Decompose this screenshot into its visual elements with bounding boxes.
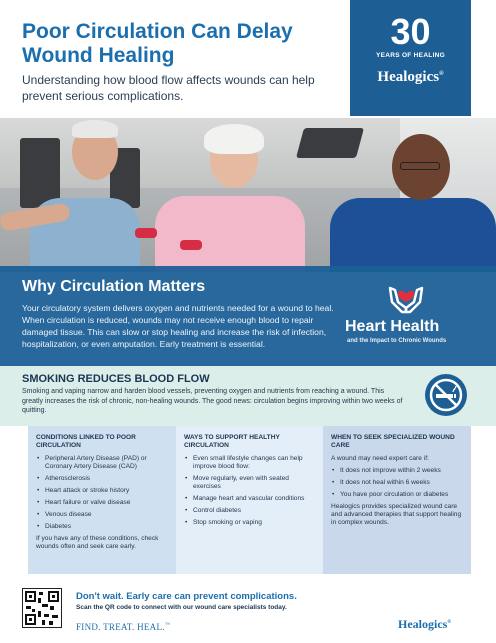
list-item: • Move regularly, even with seated exercises xyxy=(184,475,315,491)
why-body: Your circulatory system delivers oxygen and nutrients needed for a wound to heal. When circulation is reduced, wounds may not receive enough blood to repair damaged tissue. This can slow or stop healing and increase the risk of infection, hospitalization, or even amputation. Early treatment is essential. xyxy=(22,303,334,349)
info-columns xyxy=(28,426,471,574)
conditions-title: CONDITIONS LINKED TO POOR CIRCULATION xyxy=(36,434,136,449)
seek-care-title: WHEN TO SEEK SPECIALIZED WOUND CARE xyxy=(331,434,455,449)
person-center-shirt xyxy=(155,196,305,272)
seek-care-column xyxy=(323,426,471,574)
glasses xyxy=(400,162,440,170)
no-smoking-icon xyxy=(425,374,467,416)
list-item: • Atherosclerosis xyxy=(36,475,168,483)
gym-machine xyxy=(296,128,364,158)
footer-logo xyxy=(398,617,451,632)
smoking-title: SMOKING REDUCES BLOOD FLOW xyxy=(22,373,210,385)
why-title: Why Circulation Matters xyxy=(22,278,206,295)
page-title: Poor Circulation Can Delay Wound Healing xyxy=(22,20,293,67)
tagline-mark: ™ xyxy=(164,623,171,628)
heart-health-title: Heart Health xyxy=(345,318,440,335)
support-title: WAYS TO SUPPORT HEALTHY CIRCULATION xyxy=(184,434,280,449)
list-item: • Diabetes xyxy=(36,523,168,531)
healogics-logo xyxy=(350,69,471,86)
list-item: • Heart failure or valve disease xyxy=(36,499,168,507)
conditions-note: If you have any of these conditions, check wounds often and seek care early. xyxy=(36,535,159,550)
support-list xyxy=(184,455,315,527)
badge-number: 30 xyxy=(390,11,431,52)
list-item: • It does not heal within 6 weeks xyxy=(331,479,463,487)
list-item: • It does not improve within 2 weeks xyxy=(331,467,463,475)
person-center-hair xyxy=(204,124,264,154)
list-item: • Peripheral Artery Disease (PAD) or Coronary Artery Disease (CAD) xyxy=(36,455,168,471)
qr-code[interactable] xyxy=(22,588,62,628)
conditions-list xyxy=(36,455,168,531)
footer-logo-mark: ® xyxy=(447,620,452,625)
person-left-hair xyxy=(72,120,118,138)
seek-care-note: Healogics provides specialized wound care and advanced therapies that support healing in complex wounds. xyxy=(331,503,462,526)
smoking-body: Smoking and vaping narrow and harden blood vessels, preventing oxygen and nutrients from reaching a wound. This greatly increases the risk of chronic, non-healing wounds. The good news: circulation begins improving within two weeks of quitting. xyxy=(22,388,403,414)
list-item: • Venous disease xyxy=(36,511,168,519)
badge-years-text: YEARS OF HEALING xyxy=(375,52,446,59)
hands-heart-icon xyxy=(386,280,426,314)
tagline-text: FIND. TREAT. HEAL. xyxy=(76,622,165,632)
dumbbell xyxy=(135,228,157,238)
badge-logo-text: Healogics xyxy=(377,69,440,85)
smoking-section xyxy=(0,366,496,426)
hero-photo xyxy=(0,118,496,272)
list-item: • Control diabetes xyxy=(184,507,315,515)
footer-cta: Don't wait. Early care can prevent complications. xyxy=(76,591,297,602)
footer-logo-text: Healogics xyxy=(398,617,448,631)
heart-health-subtitle: and the Impact to Chronic Wounds xyxy=(347,338,447,344)
person-right-shirt xyxy=(330,198,496,272)
seek-care-intro: A wound may need expert care if: xyxy=(331,455,429,462)
support-column xyxy=(176,426,323,574)
list-item: • You have poor circulation or diabetes xyxy=(331,491,463,499)
conditions-column xyxy=(28,426,176,574)
footer-scan-text: Scan the QR code to connect with our wound care specialists today. xyxy=(76,604,287,611)
page-subtitle: Understanding how blood flow affects wounds can help prevent serious complications. xyxy=(22,73,315,103)
list-item: • Manage heart and vascular conditions xyxy=(184,495,315,503)
anniversary-badge xyxy=(350,0,471,116)
list-item: • Even small lifestyle changes can help improve blood flow: xyxy=(184,455,315,471)
dumbbell xyxy=(180,240,202,250)
list-item: • Stop smoking or vaping xyxy=(184,519,315,527)
header xyxy=(0,0,496,118)
list-item: • Heart attack or stroke history xyxy=(36,487,168,495)
badge-logo-mark: ® xyxy=(439,71,444,77)
seek-care-list xyxy=(331,467,463,499)
footer-tagline xyxy=(76,622,170,632)
